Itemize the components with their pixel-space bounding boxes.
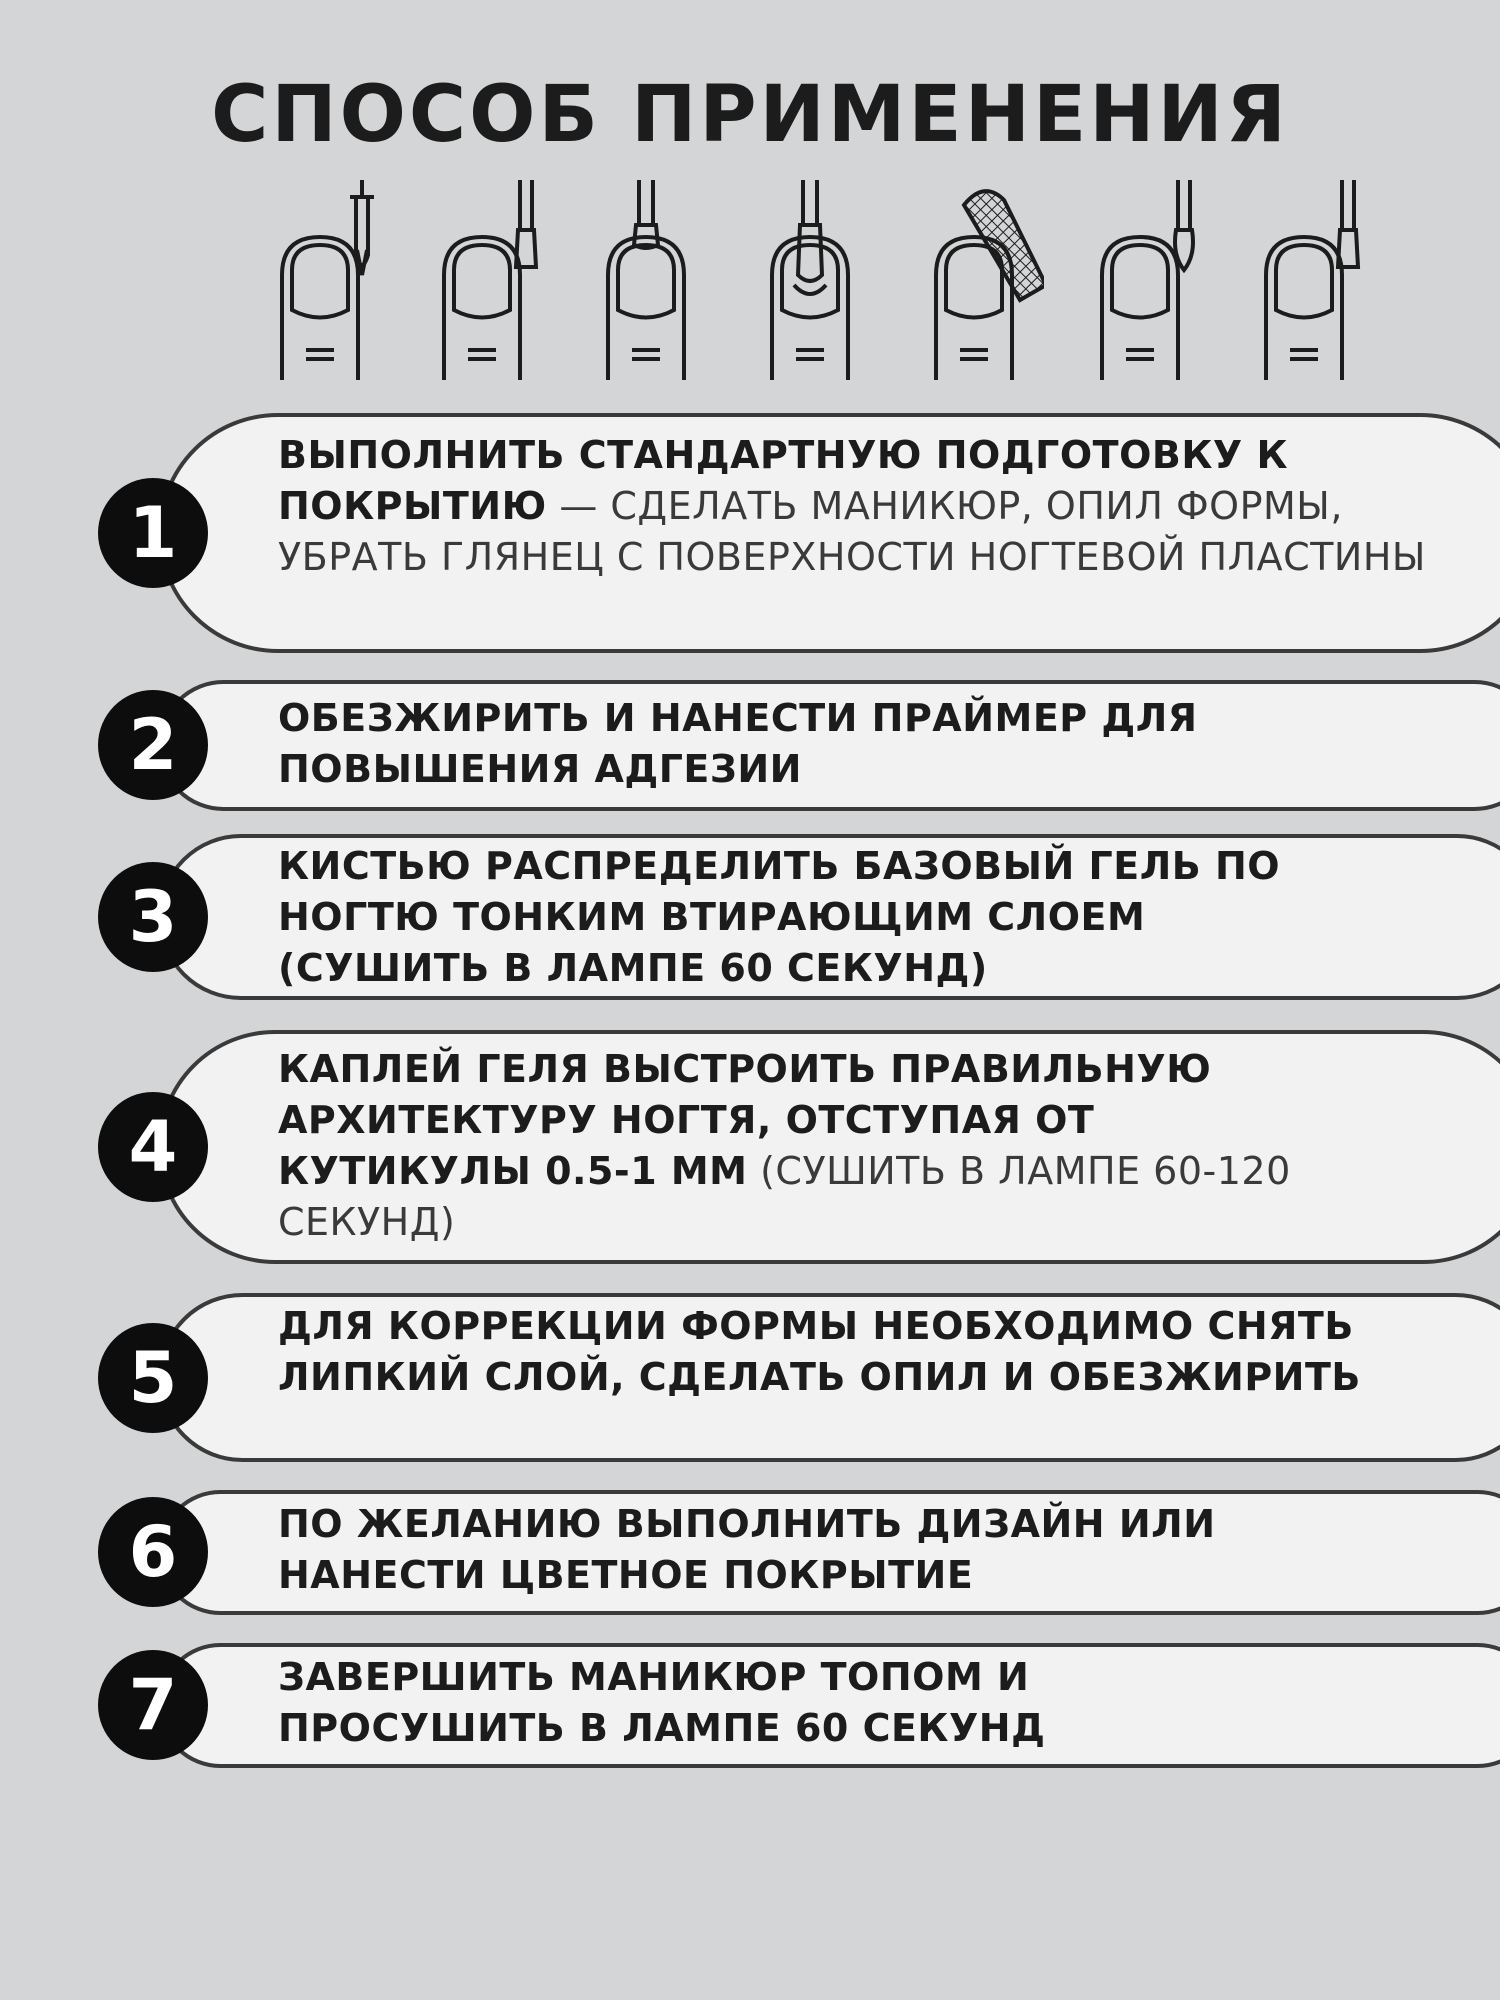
nail-base-brush-icon (596, 175, 716, 385)
nail-drop-brush-icon (760, 175, 880, 385)
step-text (278, 1044, 1320, 1248)
nail-buff-icon (924, 175, 1044, 385)
step-text-bold: ЗАВЕРШИТЬ МАНИКЮР ТОПОМ И ПРОСУШИТЬ В ЛАМПЕ 60 СЕКУНД (278, 1655, 1046, 1750)
step-text (278, 1499, 1260, 1601)
nail-file-icon (270, 175, 390, 385)
page-title: СПОСОБ ПРИМЕНЕНИЯ (211, 70, 1289, 160)
step-number-badge: 3 (98, 862, 208, 972)
step-text (278, 430, 1460, 583)
step-number-badge: 6 (98, 1497, 208, 1607)
step-text-regular: (СУШИТЬ В ЛАМПЕ 60-120 СЕКУНД) (278, 1149, 1291, 1244)
step-6 (98, 1490, 1500, 1615)
step-text-bold: ПО ЖЕЛАНИЮ ВЫПОЛНИТЬ ДИЗАЙН ИЛИ НАНЕСТИ ЦВЕТНОЕ ПОКРЫТИЕ (278, 1502, 1216, 1597)
nail-design-brush-icon (1090, 175, 1210, 385)
step-text-bold: ОБЕЗЖИРИТЬ И НАНЕСТИ ПРАЙМЕР ДЛЯ ПОВЫШЕНИЯ АДГЕЗИИ (278, 696, 1198, 791)
step-text-regular: — СДЕЛАТЬ МАНИКЮР, ОПИЛ ФОРМЫ, УБРАТЬ ГЛЯНЕЦ С ПОВЕРХНОСТИ НОГТЕВОЙ ПЛАСТИНЫ (278, 484, 1426, 579)
step-text (278, 693, 1240, 795)
step-4 (98, 1030, 1500, 1264)
step-text (278, 1652, 1240, 1754)
nail-icons-row (0, 175, 1500, 385)
step-text (278, 1301, 1380, 1403)
step-text-bold: ВЫПОЛНИТЬ СТАНДАРТНУЮ ПОДГОТОВКУ К ПОКРЫТИЮ (278, 433, 1289, 528)
step-3 (98, 834, 1500, 1000)
step-7 (98, 1643, 1500, 1768)
step-number-badge: 2 (98, 690, 208, 800)
step-1 (98, 413, 1500, 653)
step-number-badge: 1 (98, 478, 208, 588)
step-5 (98, 1293, 1500, 1462)
step-number-badge: 7 (98, 1650, 208, 1760)
step-2 (98, 680, 1500, 811)
step-number-badge: 4 (98, 1092, 208, 1202)
step-text-bold: ДЛЯ КОРРЕКЦИИ ФОРМЫ НЕОБХОДИМО СНЯТЬ ЛИПКИЙ СЛОЙ, СДЕЛАТЬ ОПИЛ И ОБЕЗЖИРИТЬ (278, 1304, 1361, 1399)
step-text-bold: КИСТЬЮ РАСПРЕДЕЛИТЬ БАЗОВЫЙ ГЕЛЬ ПО НОГТЮ ТОНКИМ ВТИРАЮЩИМ СЛОЕМ (СУШИТЬ В ЛАМПЕ 60 СЕКУНД) (278, 844, 1281, 990)
step-text-bold: КАПЛЕЙ ГЕЛЯ ВЫСТРОИТЬ ПРАВИЛЬНУЮ АРХИТЕКТУРУ НОГТЯ, ОТСТУПАЯ ОТ КУТИКУЛЫ 0.5-1 ММ (278, 1047, 1212, 1193)
nail-brush-icon (432, 175, 552, 385)
step-number-badge: 5 (98, 1323, 208, 1433)
step-text (278, 841, 1340, 994)
nail-top-brush-icon (1254, 175, 1374, 385)
